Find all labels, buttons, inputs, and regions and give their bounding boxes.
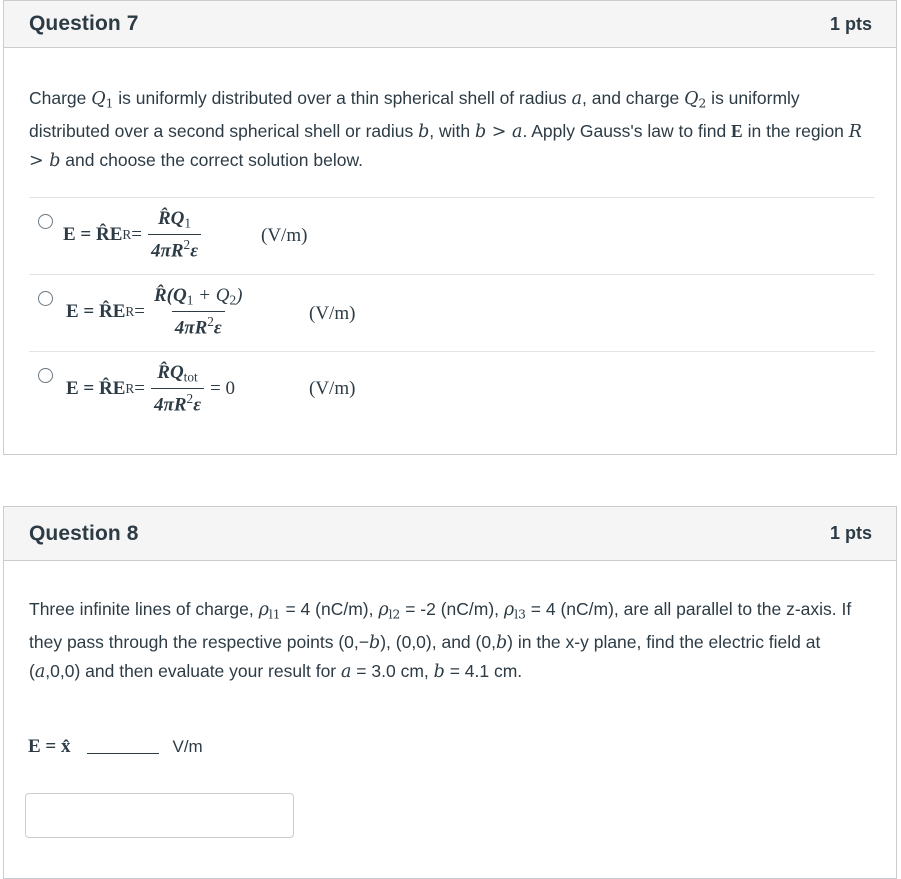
answer-unit: V/m: [172, 737, 203, 756]
question-8-text: Three infinite lines of charge, $\rho_{l1} = 4$ (nC/m), $\rho_{l2} = -2$ (nC/m), $\rho_{l3} = 4$ (nC/m), are all parallel to the z-axis. If they pass through the respective points (0,−b), (0,0), and (0,b) in the x-y plane, find the electric field at (a,0,0) and then evaluate your result for a = 3.0 cm, b = 4.1 cm.: [29, 599, 852, 683]
question-8-header: [4, 507, 896, 561]
answer-lhs: E = x̂: [28, 736, 71, 757]
option-formula: E = R̂E R = $\frac{R̂Q_{tot}}{4\pi R^2\varepsilon}$ = 0: [66, 362, 235, 416]
answer-option-3[interactable]: [29, 352, 875, 429]
answer-option-1[interactable]: [29, 198, 875, 275]
answer-blank-line: [87, 740, 159, 754]
answer-input[interactable]: [25, 793, 294, 838]
question-points: 1 pts: [829, 523, 872, 543]
question-7-text: Charge $Q_1$ is uniformly distributed over a thin spherical shell of radius a, and charge $Q_2$ is uniformly distributed over a second spherical shell or radius b, with b > a. Apply Gauss's law to find E in the region R > b and choose the correct solution below.: [29, 88, 862, 172]
option-unit: (V/m): [309, 303, 356, 324]
option-unit: (V/m): [261, 225, 308, 246]
question-title: Question 7: [29, 12, 139, 35]
radio-button[interactable]: [38, 291, 53, 306]
radio-button[interactable]: [38, 368, 53, 383]
radio-button[interactable]: [38, 214, 53, 229]
answer-options: [29, 197, 875, 429]
option-formula: E = R̂E R = $\frac{R̂Q_1}{4\pi R^2\varepsilon}$: [63, 208, 207, 262]
question-7-header: [4, 1, 896, 48]
question-7-card: [3, 0, 897, 455]
option-formula: E = R̂E R = $\frac{R̂(Q_1 + Q_2)}{4\pi R^2\varepsilon}$: [66, 285, 243, 339]
answer-option-2[interactable]: [29, 275, 875, 352]
question-title: Question 8: [29, 521, 139, 545]
question-points: 1 pts: [829, 13, 872, 34]
option-unit: (V/m): [309, 378, 356, 399]
answer-expression: [28, 736, 203, 758]
